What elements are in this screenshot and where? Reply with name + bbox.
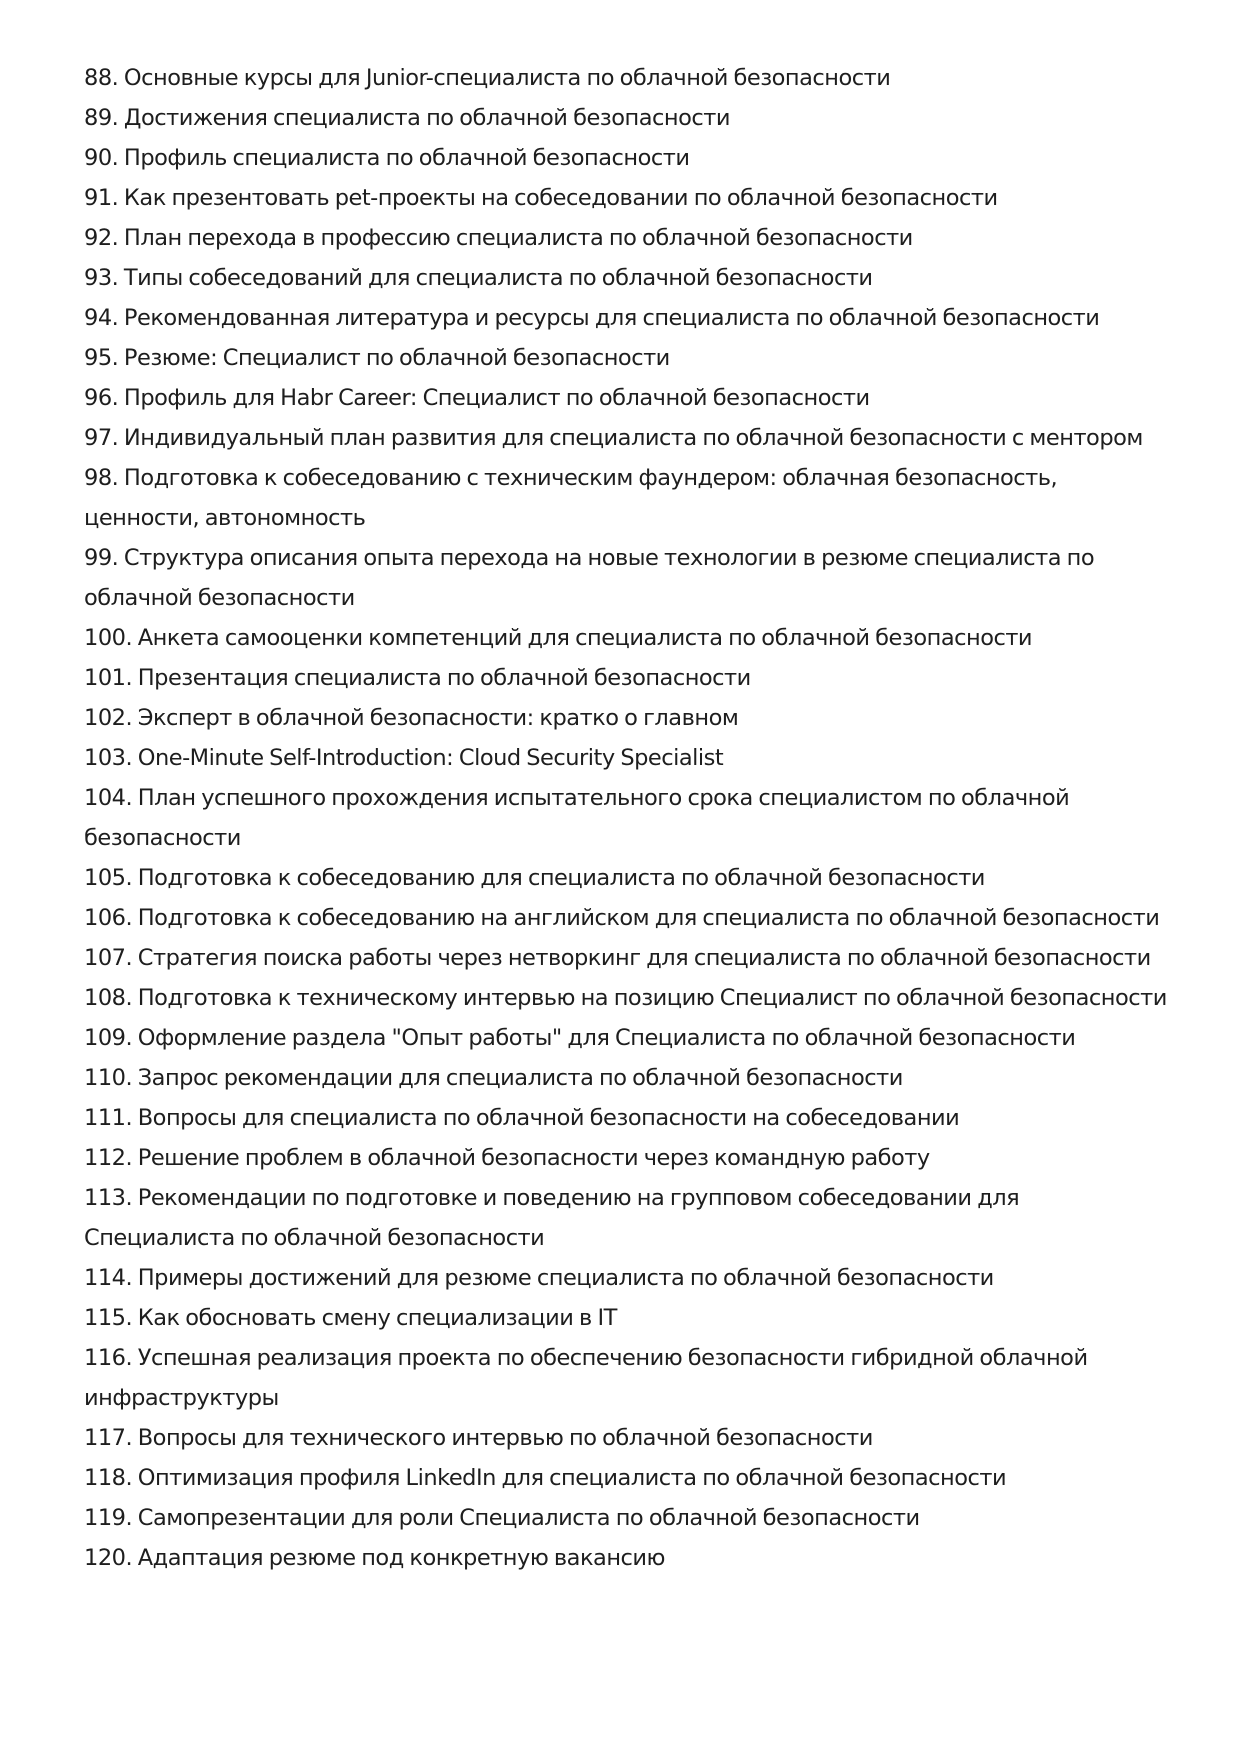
- list-item: 101. Презентация специалиста по облачной безопасности: [84, 665, 751, 691]
- list-item: 95. Резюме: Специалист по облачной безопасности: [84, 345, 670, 371]
- list-item: 111. Вопросы для специалиста по облачной безопасности на собеседовании: [84, 1105, 960, 1131]
- list-item: 113. Рекомендации по подготовке и поведению на групповом собеседовании для Специалиста по облачной безопасности: [84, 1185, 1020, 1251]
- article-list: [84, 58, 1174, 1578]
- list-item: 114. Примеры достижений для резюме специалиста по облачной безопасности: [84, 1265, 994, 1291]
- list-item: 96. Профиль для Habr Career: Специалист по облачной безопасности: [84, 385, 870, 411]
- list-item: 94. Рекомендованная литература и ресурсы для специалиста по облачной безопасности: [84, 305, 1100, 331]
- document-page: [84, 58, 1174, 1578]
- list-item: 112. Решение проблем в облачной безопасности через командную работу: [84, 1145, 930, 1171]
- list-item: 119. Самопрезентации для роли Специалиста по облачной безопасности: [84, 1505, 920, 1531]
- list-item: 118. Оптимизация профиля LinkedIn для специалиста по облачной безопасности: [84, 1465, 1007, 1491]
- list-item: 90. Профиль специалиста по облачной безопасности: [84, 145, 690, 171]
- list-item: 115. Как обосновать смену специализации в IT: [84, 1305, 617, 1331]
- list-item: 108. Подготовка к техническому интервью на позицию Специалист по облачной безопасности: [84, 985, 1167, 1011]
- list-item: 102. Эксперт в облачной безопасности: кратко о главном: [84, 705, 739, 731]
- list-item: 116. Успешная реализация проекта по обеспечению безопасности гибридной облачной инфраструктуры: [84, 1345, 1088, 1411]
- list-item: 117. Вопросы для технического интервью по облачной безопасности: [84, 1425, 873, 1451]
- list-item: 104. План успешного прохождения испытательного срока специалистом по облачной безопасности: [84, 785, 1070, 851]
- list-item: 106. Подготовка к собеседованию на английском для специалиста по облачной безопасности: [84, 905, 1160, 931]
- list-item: 110. Запрос рекомендации для специалиста по облачной безопасности: [84, 1065, 903, 1091]
- list-item: 91. Как презентовать pet-проекты на собеседовании по облачной безопасности: [84, 185, 998, 211]
- list-item: 99. Структура описания опыта перехода на новые технологии в резюме специалиста по облачной безопасности: [84, 545, 1095, 611]
- list-item: 97. Индивидуальный план развития для специалиста по облачной безопасности с ментором: [84, 425, 1143, 451]
- list-item: 100. Анкета самооценки компетенций для специалиста по облачной безопасности: [84, 625, 1033, 651]
- list-item: 109. Оформление раздела "Опыт работы" для Специалиста по облачной безопасности: [84, 1025, 1076, 1051]
- list-item: 93. Типы собеседований для специалиста по облачной безопасности: [84, 265, 873, 291]
- list-item: 88. Основные курсы для Junior-специалиста по облачной безопасности: [84, 65, 891, 91]
- list-item: 98. Подготовка к собеседованию с техническим фаундером: облачная безопасность, ценности, автономность: [84, 465, 1058, 531]
- list-item: 105. Подготовка к собеседованию для специалиста по облачной безопасности: [84, 865, 985, 891]
- list-item: 107. Стратегия поиска работы через нетворкинг для специалиста по облачной безопасности: [84, 945, 1151, 971]
- list-item: 103. One-Minute Self-Introduction: Cloud Security Specialist: [84, 745, 724, 771]
- list-item: 120. Адаптация резюме под конкретную вакансию: [84, 1545, 665, 1571]
- list-item: 89. Достижения специалиста по облачной безопасности: [84, 105, 730, 131]
- list-item: 92. План перехода в профессию специалиста по облачной безопасности: [84, 225, 913, 251]
